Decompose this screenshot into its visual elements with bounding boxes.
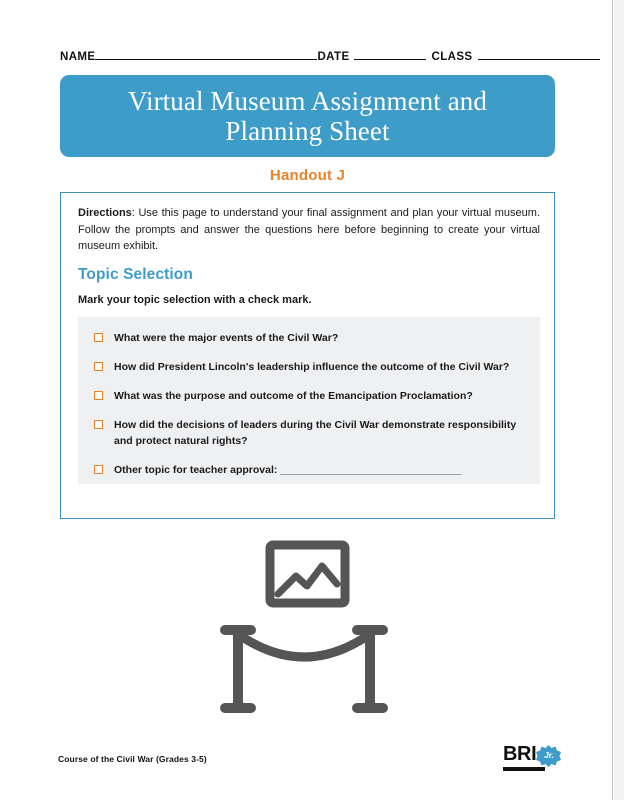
option-label: Other topic for teacher approval: _______________________________	[114, 463, 462, 476]
museum-exhibit-illustration	[212, 540, 402, 716]
date-blank-line[interactable]	[354, 48, 426, 60]
logo-jr-text: Jr.	[544, 750, 554, 760]
list-item[interactable]	[94, 360, 524, 376]
checkbox-icon[interactable]	[94, 362, 103, 371]
option-label: What were the major events of the Civil War?	[114, 332, 339, 344]
title-banner	[60, 75, 555, 157]
handout-label: Handout J	[269, 167, 346, 184]
list-item[interactable]	[94, 331, 524, 347]
name-blank-line[interactable]	[95, 48, 317, 60]
directions-paragraph	[78, 205, 540, 255]
sub-instruction: Mark your topic selection with a check mark.	[78, 294, 312, 306]
logo-wordmark: BRI	[503, 743, 537, 765]
content-card	[60, 192, 555, 519]
page-title: Virtual Museum Assignment and Planning Sheet	[127, 85, 487, 146]
class-label: CLASS	[431, 51, 473, 63]
directions-label: Directions	[78, 207, 132, 219]
page-edge-shadow	[614, 0, 624, 800]
option-label: How did the decisions of leaders during the Civil War demonstrate responsibility and protect natural rights?	[114, 418, 517, 447]
directions-body: : Use this page to understand your final assignment and plan your virtual museum. Follow the prompts and answer the questions here before beginning to create your virtual museum exhibit.	[78, 207, 540, 253]
list-item[interactable]	[94, 418, 524, 450]
option-label: How did President Lincoln's leadership influence the outcome of the Civil War?	[114, 360, 510, 373]
checkbox-icon[interactable]	[94, 465, 103, 474]
bri-jr-logo	[503, 744, 569, 778]
option-label: What was the purpose and outcome of the Emancipation Proclamation?	[114, 389, 473, 402]
date-label: DATE	[317, 51, 350, 63]
list-item[interactable]	[94, 389, 524, 405]
checkbox-icon[interactable]	[94, 420, 103, 429]
checkbox-icon[interactable]	[94, 333, 103, 342]
velvet-rope-icon	[238, 634, 370, 657]
list-item[interactable]	[94, 463, 524, 479]
class-blank-line[interactable]	[478, 48, 600, 60]
checkbox-icon[interactable]	[94, 391, 103, 400]
name-label: NAME	[60, 51, 96, 63]
topic-options-panel	[78, 317, 540, 484]
footer-course-label: Course of the Civil War (Grades 3-5)	[58, 754, 207, 764]
museum-exhibit-icon	[212, 540, 402, 716]
section-heading-topic-selection: Topic Selection	[78, 266, 193, 283]
picture-landscape-icon	[278, 566, 337, 594]
student-id-line	[60, 48, 555, 66]
